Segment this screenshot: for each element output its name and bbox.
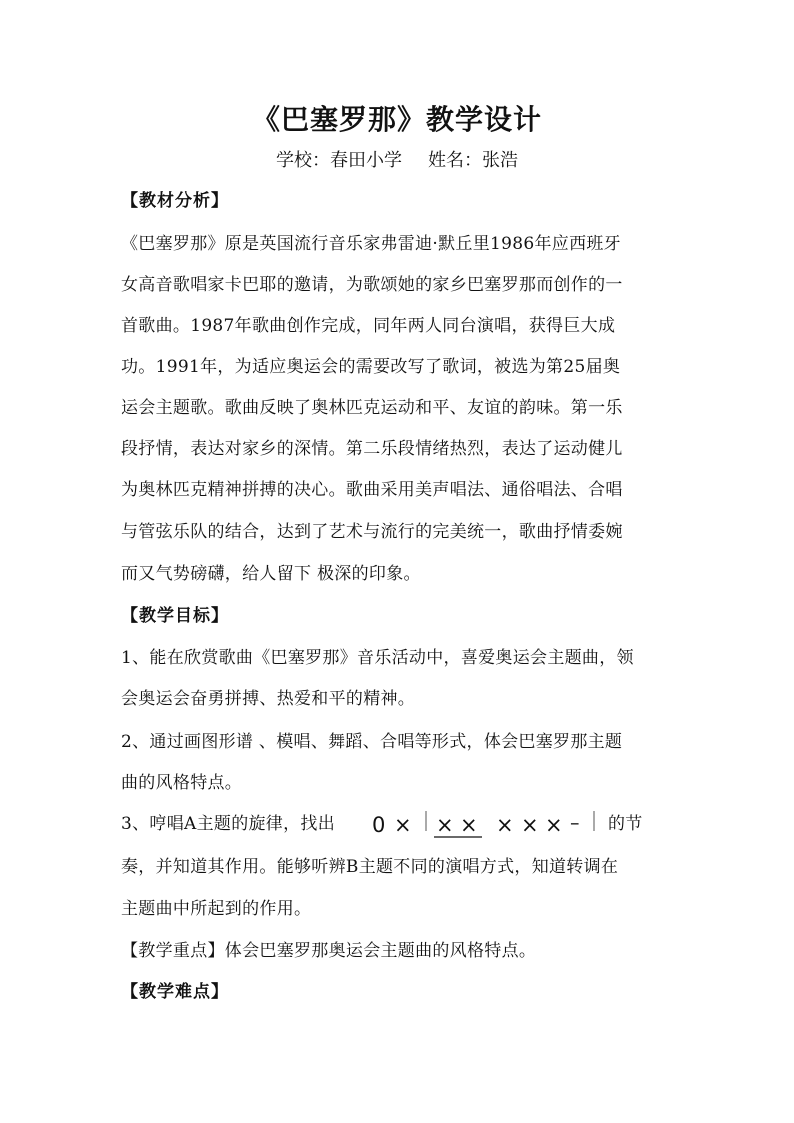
goals-heading: 【教学目标】 bbox=[121, 606, 229, 626]
goal-3-line: 奏，并知道其作用。能够听辨B主题不同的演唱方式，知道转调在 bbox=[121, 857, 619, 877]
analysis-line: 《巴塞罗那》原是英国流行音乐家弗雷迪·默丘里1986年应西班牙 bbox=[121, 234, 621, 254]
name-label: 姓名：张浩 bbox=[428, 150, 518, 171]
analysis-heading: 【教材分析】 bbox=[121, 191, 229, 211]
analysis-line: 而又气势磅礴，给人留下 极深的印象。 bbox=[121, 564, 421, 584]
difficulty-heading: 【教学难点】 bbox=[121, 982, 229, 1002]
goal-2-line: 曲的风格特点。 bbox=[121, 773, 243, 793]
goal-3-prefix: 3、哼唱A主题的旋律，找出 bbox=[121, 814, 335, 834]
goal-2-line: 2、通过画图形谱 、模唱、舞蹈、合唱等形式，体会巴塞罗那主题 bbox=[121, 732, 623, 752]
analysis-line: 与管弦乐队的结合，达到了艺术与流行的完美统一，歌曲抒情委婉 bbox=[121, 522, 623, 542]
goal-3-suffix: 的节 bbox=[608, 814, 643, 834]
analysis-line: 段抒情，表达对家乡的深情。第二乐段情绪热烈，表达了运动健儿 bbox=[121, 439, 623, 459]
rhythm-note-7: – bbox=[570, 812, 580, 834]
page-title: 《巴塞罗那》教学设计 bbox=[251, 103, 542, 136]
rhythm-note-2: × bbox=[436, 813, 454, 837]
school-label: 学校：春田小学 bbox=[276, 150, 402, 171]
rhythm-note-3: × bbox=[460, 813, 478, 837]
goal-3-line: 主题曲中所起到的作用。 bbox=[121, 899, 312, 919]
rhythm-note-0: 0 bbox=[372, 813, 386, 837]
analysis-line: 首歌曲。1987年歌曲创作完成，同年两人同台演唱，获得巨大成 bbox=[121, 316, 616, 336]
goal-1-line: 1、能在欣赏歌曲《巴塞罗那》音乐活动中，喜爱奥运会主题曲，领 bbox=[121, 648, 634, 668]
key-point: 【教学重点】体会巴塞罗那奥运会主题曲的风格特点。 bbox=[121, 941, 537, 961]
goal-1-line: 会奥运会奋勇拼搏、热爱和平的精神。 bbox=[121, 689, 416, 709]
analysis-line: 运会主题歌。歌曲反映了奥林匹克运动和平、友谊的韵味。第一乐 bbox=[121, 398, 623, 418]
author-line bbox=[0, 146, 794, 172]
rhythm-note-4: × bbox=[496, 813, 514, 837]
analysis-line: 功。1991年，为适应奥运会的需要改写了歌词，被选为第25届奥 bbox=[121, 357, 621, 377]
rhythm-note-6: × bbox=[545, 813, 563, 837]
rhythm-note-5: × bbox=[521, 813, 539, 837]
rhythm-note-1: × bbox=[394, 813, 412, 837]
analysis-line: 女高音歌唱家卡巴耶的邀请，为歌颂她的家乡巴塞罗那而创作的一 bbox=[121, 275, 623, 295]
analysis-line: 为奥林匹克精神拼搏的决心。歌曲采用美声唱法、通俗唱法、合唱 bbox=[121, 480, 623, 500]
